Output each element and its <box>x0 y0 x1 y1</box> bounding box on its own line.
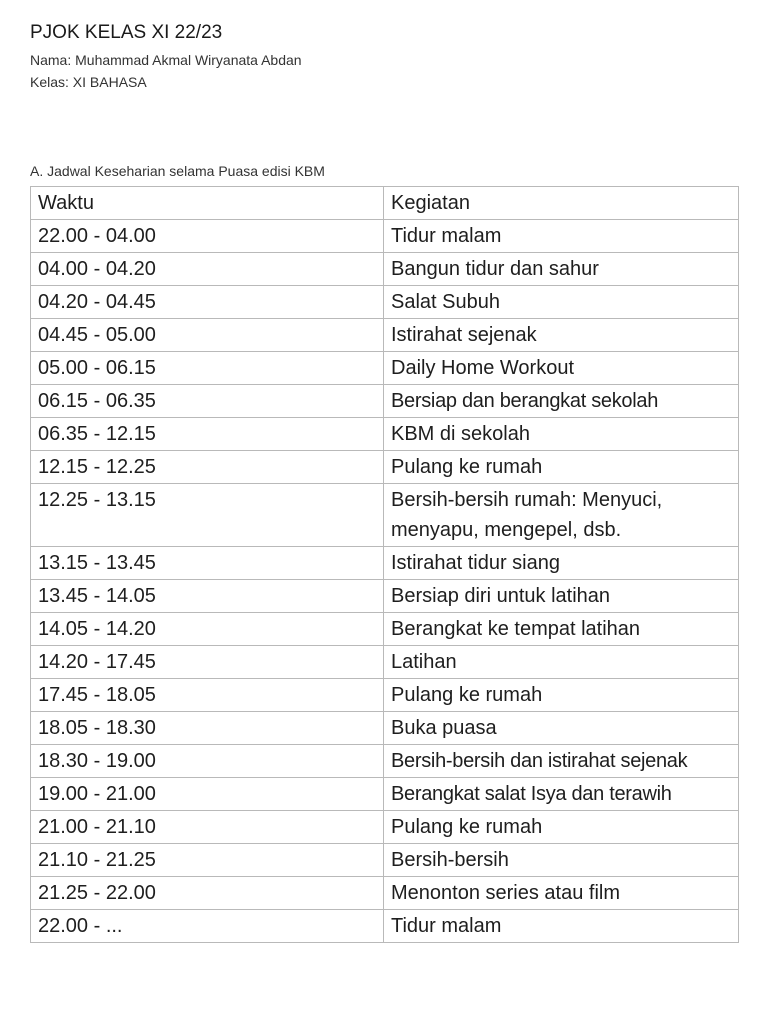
activity-cell: Salat Subuh <box>384 286 739 319</box>
time-cell: 12.25 - 13.15 <box>31 484 384 547</box>
activity-cell: Pulang ke rumah <box>384 811 739 844</box>
time-cell: 21.25 - 22.00 <box>31 877 384 910</box>
activity-cell: Bersih-bersih <box>384 844 739 877</box>
activity-cell: Bersiap dan berangkat sekolah <box>384 385 739 418</box>
time-cell: 12.15 - 12.25 <box>31 451 384 484</box>
activity-cell: Menonton series atau film <box>384 877 739 910</box>
table-row <box>31 778 739 811</box>
table-row <box>31 745 739 778</box>
activity-cell: Pulang ke rumah <box>384 451 739 484</box>
activity-cell: Berangkat ke tempat latihan <box>384 613 739 646</box>
activity-cell: Bangun tidur dan sahur <box>384 253 739 286</box>
table-row <box>31 484 739 547</box>
table-row <box>31 253 739 286</box>
activity-cell: Bersih-bersih dan istirahat sejenak <box>384 745 739 778</box>
table-row <box>31 352 739 385</box>
activity-cell: Tidur malam <box>384 910 739 943</box>
table-row <box>31 910 739 943</box>
time-cell: 22.00 - 04.00 <box>31 220 384 253</box>
table-row <box>31 286 739 319</box>
table-header-row <box>31 187 739 220</box>
table-row <box>31 580 739 613</box>
table-row <box>31 418 739 451</box>
activity-cell: Bersiap diri untuk latihan <box>384 580 739 613</box>
table-row <box>31 385 739 418</box>
table-row <box>31 646 739 679</box>
section-heading: A. Jadwal Keseharian selama Puasa edisi KBM <box>30 163 325 179</box>
time-cell: 04.20 - 04.45 <box>31 286 384 319</box>
table-row <box>31 451 739 484</box>
time-cell: 21.00 - 21.10 <box>31 811 384 844</box>
table-row <box>31 547 739 580</box>
time-cell: 21.10 - 21.25 <box>31 844 384 877</box>
schedule-table <box>30 186 739 943</box>
activity-cell: KBM di sekolah <box>384 418 739 451</box>
time-cell: 14.05 - 14.20 <box>31 613 384 646</box>
table-row <box>31 319 739 352</box>
table-row <box>31 811 739 844</box>
document-title: PJOK KELAS XI 22/23 <box>30 22 223 43</box>
activity-cell: Pulang ke rumah <box>384 679 739 712</box>
table-row <box>31 844 739 877</box>
table-row <box>31 712 739 745</box>
time-cell: 04.45 - 05.00 <box>31 319 384 352</box>
column-header-activity: Kegiatan <box>384 187 739 220</box>
table-row <box>31 613 739 646</box>
time-cell: 13.15 - 13.45 <box>31 547 384 580</box>
time-cell: 22.00 - ... <box>31 910 384 943</box>
activity-cell: Latihan <box>384 646 739 679</box>
table-row <box>31 679 739 712</box>
activity-cell: Istirahat sejenak <box>384 319 739 352</box>
time-cell: 14.20 - 17.45 <box>31 646 384 679</box>
time-cell: 05.00 - 06.15 <box>31 352 384 385</box>
time-cell: 19.00 - 21.00 <box>31 778 384 811</box>
column-header-time: Waktu <box>31 187 384 220</box>
time-cell: 18.30 - 19.00 <box>31 745 384 778</box>
time-cell: 13.45 - 14.05 <box>31 580 384 613</box>
time-cell: 17.45 - 18.05 <box>31 679 384 712</box>
student-class: Kelas: XI BAHASA <box>30 74 147 90</box>
activity-cell: Daily Home Workout <box>384 352 739 385</box>
table-row <box>31 220 739 253</box>
time-cell: 06.15 - 06.35 <box>31 385 384 418</box>
activity-cell: Istirahat tidur siang <box>384 547 739 580</box>
student-name: Nama: Muhammad Akmal Wiryanata Abdan <box>30 52 302 68</box>
table-row <box>31 877 739 910</box>
time-cell: 18.05 - 18.30 <box>31 712 384 745</box>
activity-cell: Berangkat salat Isya dan terawih <box>384 778 739 811</box>
activity-cell: Bersih-bersih rumah: Menyuci, menyapu, mengepel, dsb. <box>384 484 739 547</box>
activity-cell: Tidur malam <box>384 220 739 253</box>
time-cell: 04.00 - 04.20 <box>31 253 384 286</box>
activity-cell: Buka puasa <box>384 712 739 745</box>
time-cell: 06.35 - 12.15 <box>31 418 384 451</box>
